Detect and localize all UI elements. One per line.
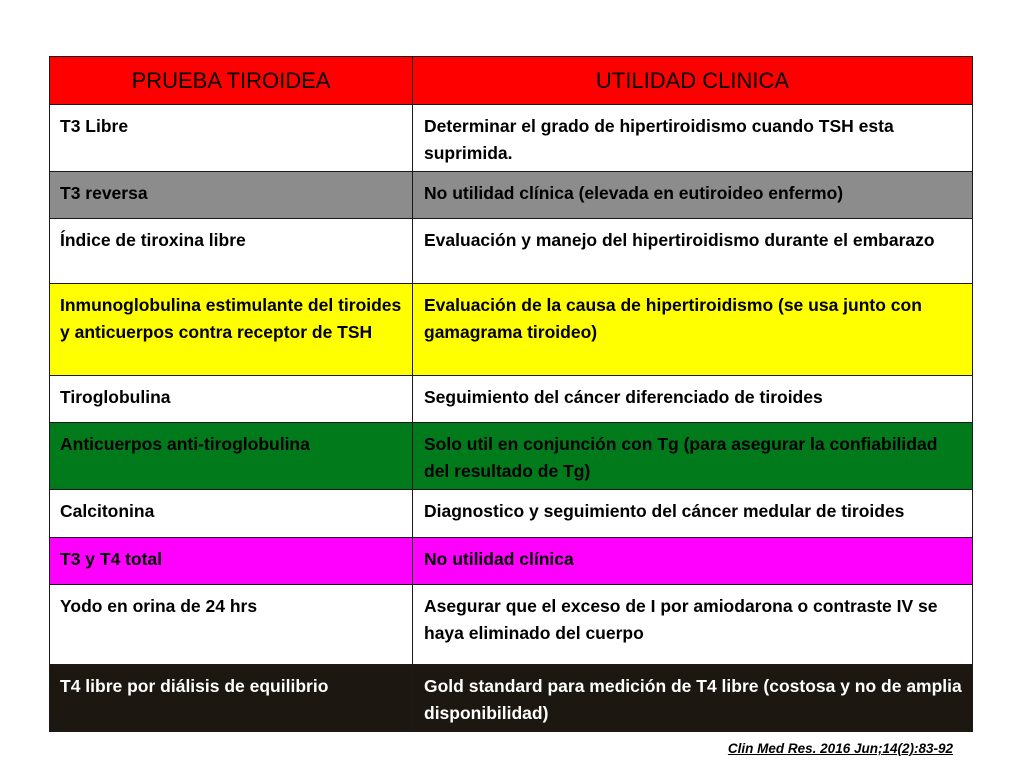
test-name-cell: Tiroglobulina [50, 376, 413, 423]
table-row [50, 284, 973, 376]
table-row [50, 538, 973, 585]
test-name-cell: T3 reversa [50, 172, 413, 219]
utility-cell: Gold standard para medición de T4 libre (costosa y no de amplia disponibilidad) [413, 665, 973, 732]
test-name-cell: Anticuerpos anti-tiroglobulina [50, 423, 413, 490]
header-utilidad-clinica: UTILIDAD CLINICA [413, 57, 973, 105]
table-row [50, 105, 973, 172]
utility-cell: Evaluación y manejo del hipertiroidismo durante el embarazo [413, 219, 973, 284]
table-header-row [50, 57, 973, 105]
utility-cell: Diagnostico y seguimiento del cáncer medular de tiroides [413, 490, 973, 538]
table-row [50, 376, 973, 423]
header-prueba-tiroidea: PRUEBA TIROIDEA [50, 57, 413, 105]
thyroid-tests-table [49, 56, 973, 732]
utility-cell: Seguimiento del cáncer diferenciado de tiroides [413, 376, 973, 423]
citation-reference: Clin Med Res. 2016 Jun;14(2):83-92 [727, 741, 953, 756]
test-name-cell: T3 y T4 total [50, 538, 413, 585]
test-name-cell: T4 libre por diálisis de equilibrio [50, 665, 413, 732]
test-name-cell: Yodo en orina de 24 hrs [50, 585, 413, 665]
table-row [50, 172, 973, 219]
utility-cell: Determinar el grado de hipertiroidismo cuando TSH esta suprimida. [413, 105, 973, 172]
table-row [50, 490, 973, 538]
test-name-cell: Calcitonina [50, 490, 413, 538]
utility-cell: Evaluación de la causa de hipertiroidismo (se usa junto con gamagrama tiroideo) [413, 284, 973, 376]
utility-cell: Solo util en conjunción con Tg (para asegurar la confiabilidad del resultado de Tg) [413, 423, 973, 490]
test-name-cell: T3 Libre [50, 105, 413, 172]
table-row [50, 585, 973, 665]
table-row [50, 219, 973, 284]
utility-cell: No utilidad clínica [413, 538, 973, 585]
utility-cell: No utilidad clínica (elevada en eutiroideo enfermo) [413, 172, 973, 219]
table-row [50, 665, 973, 732]
table-row [50, 423, 973, 490]
utility-cell: Asegurar que el exceso de I por amiodarona o contraste IV se haya eliminado del cuerpo [413, 585, 973, 665]
test-name-cell: Índice de tiroxina libre [50, 219, 413, 284]
test-name-cell: Inmunoglobulina estimulante del tiroides y anticuerpos contra receptor de TSH [50, 284, 413, 376]
